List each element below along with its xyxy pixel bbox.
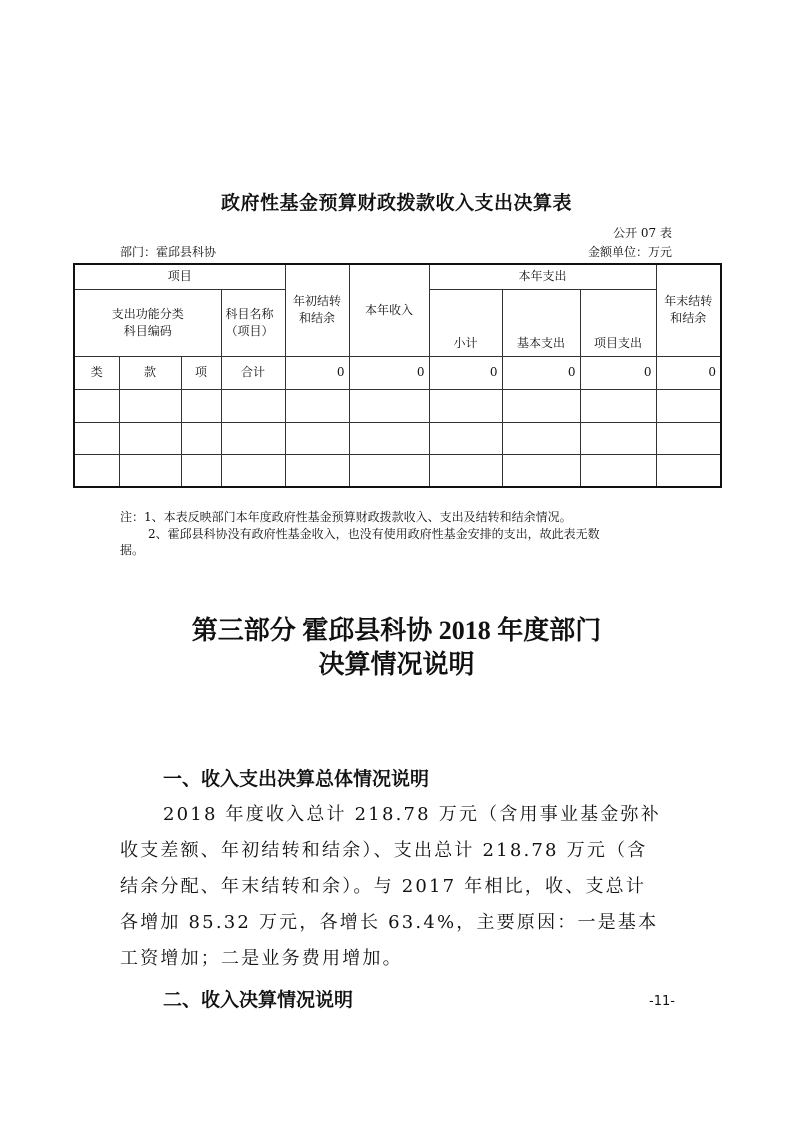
header-function-code: 支出功能分类 科目编码 <box>74 289 221 356</box>
form-number: 公开 07 表 <box>613 226 672 240</box>
table-cell <box>429 422 502 454</box>
table-row <box>74 389 721 422</box>
table-cell <box>119 422 181 454</box>
total-closing-balance: 0 <box>656 356 721 389</box>
total-current-income: 0 <box>349 356 429 389</box>
section-1-line: 收支差额、年初结转和结余）、支出总计 218.78 万元（含 <box>120 840 648 861</box>
table-cell <box>119 454 181 487</box>
table-cell <box>580 454 656 487</box>
header-row-1 <box>74 264 721 289</box>
table-cell <box>502 454 580 487</box>
table-cell <box>74 454 119 487</box>
table-cell <box>221 389 285 422</box>
table-note-1: 注：1、本表反映部门本年度政府性基金预算财政拨款收入、支出及结转和结余情况。 <box>120 510 572 524</box>
table-cell <box>349 454 429 487</box>
table-row <box>74 422 721 454</box>
table-cell <box>74 422 119 454</box>
header-opening-balance: 年初结转和结余 <box>285 264 349 356</box>
unit-label: 金额单位：万元 <box>587 245 672 259</box>
table-cell <box>221 454 285 487</box>
section-1-line: 2018 年度收入总计 218.78 万元（含用事业基金弥补 <box>163 804 661 825</box>
table-cell <box>656 422 721 454</box>
table-cell <box>221 422 285 454</box>
header-current-expense: 本年支出 <box>429 264 656 289</box>
table-cell <box>502 422 580 454</box>
part-title-line-2: 决算情况说明 <box>318 650 475 679</box>
table-cell <box>656 389 721 422</box>
section-1-heading: 一、收入支出决算总体情况说明 <box>163 768 430 790</box>
section-2-heading: 二、收入决算情况说明 <box>163 989 354 1011</box>
table-cell <box>181 422 221 454</box>
table-cell <box>429 454 502 487</box>
section-1-line: 结余分配、年末结转和余）。与 2017 年相比，收、支总计 <box>120 876 647 897</box>
table-cell <box>429 389 502 422</box>
total-row <box>74 356 721 389</box>
header-item: 项目 <box>74 264 285 289</box>
table-cell <box>285 454 349 487</box>
header-current-income: 本年收入 <box>349 264 429 356</box>
header-subtotal: 小计 <box>429 289 502 356</box>
total-opening-balance: 0 <box>285 356 349 389</box>
section-1-line: 工资增加；二是业务费用增加。 <box>120 948 403 969</box>
part-title-line-1: 第三部分 霍邱县科协 2018 年度部门 <box>191 616 602 645</box>
table-cell <box>181 454 221 487</box>
table-note-2: 2、霍邱县科协没有政府性基金收入，也没有使用政府性基金安排的支出，故此表无数 <box>148 527 600 541</box>
header-basic-expense: 基本支出 <box>502 289 580 356</box>
total-subtotal: 0 <box>429 356 502 389</box>
table-cell <box>119 389 181 422</box>
table-note-2-continued: 据。 <box>120 543 145 557</box>
table-cell <box>285 422 349 454</box>
department-label: 部门：霍邱县科协 <box>120 245 217 259</box>
table-row <box>74 454 721 487</box>
total-basic-expense: 0 <box>502 356 580 389</box>
table-cell <box>285 389 349 422</box>
table-title: 政府性基金预算财政拨款收入支出决算表 <box>220 192 572 214</box>
fund-budget-table <box>73 263 722 488</box>
header-subsection: 项 <box>181 356 221 389</box>
page-number: -11- <box>649 994 675 1009</box>
header-closing-balance: 年末结转和结余 <box>656 264 721 356</box>
header-category: 类 <box>74 356 119 389</box>
table-cell <box>349 389 429 422</box>
header-project-expense: 项目支出 <box>580 289 656 356</box>
total-project-expense: 0 <box>580 356 656 389</box>
table-cell <box>74 389 119 422</box>
table-cell <box>580 389 656 422</box>
section-1-line: 各增加 85.32 万元，各增长 63.4%，主要原因：一是基本 <box>120 912 659 933</box>
table-cell <box>656 454 721 487</box>
total-label: 合计 <box>221 356 285 389</box>
table-cell <box>580 422 656 454</box>
header-subject-name: 科目名称（项目） <box>221 289 285 356</box>
table-cell <box>181 389 221 422</box>
header-section: 款 <box>119 356 181 389</box>
table-cell <box>349 422 429 454</box>
table-cell <box>502 389 580 422</box>
